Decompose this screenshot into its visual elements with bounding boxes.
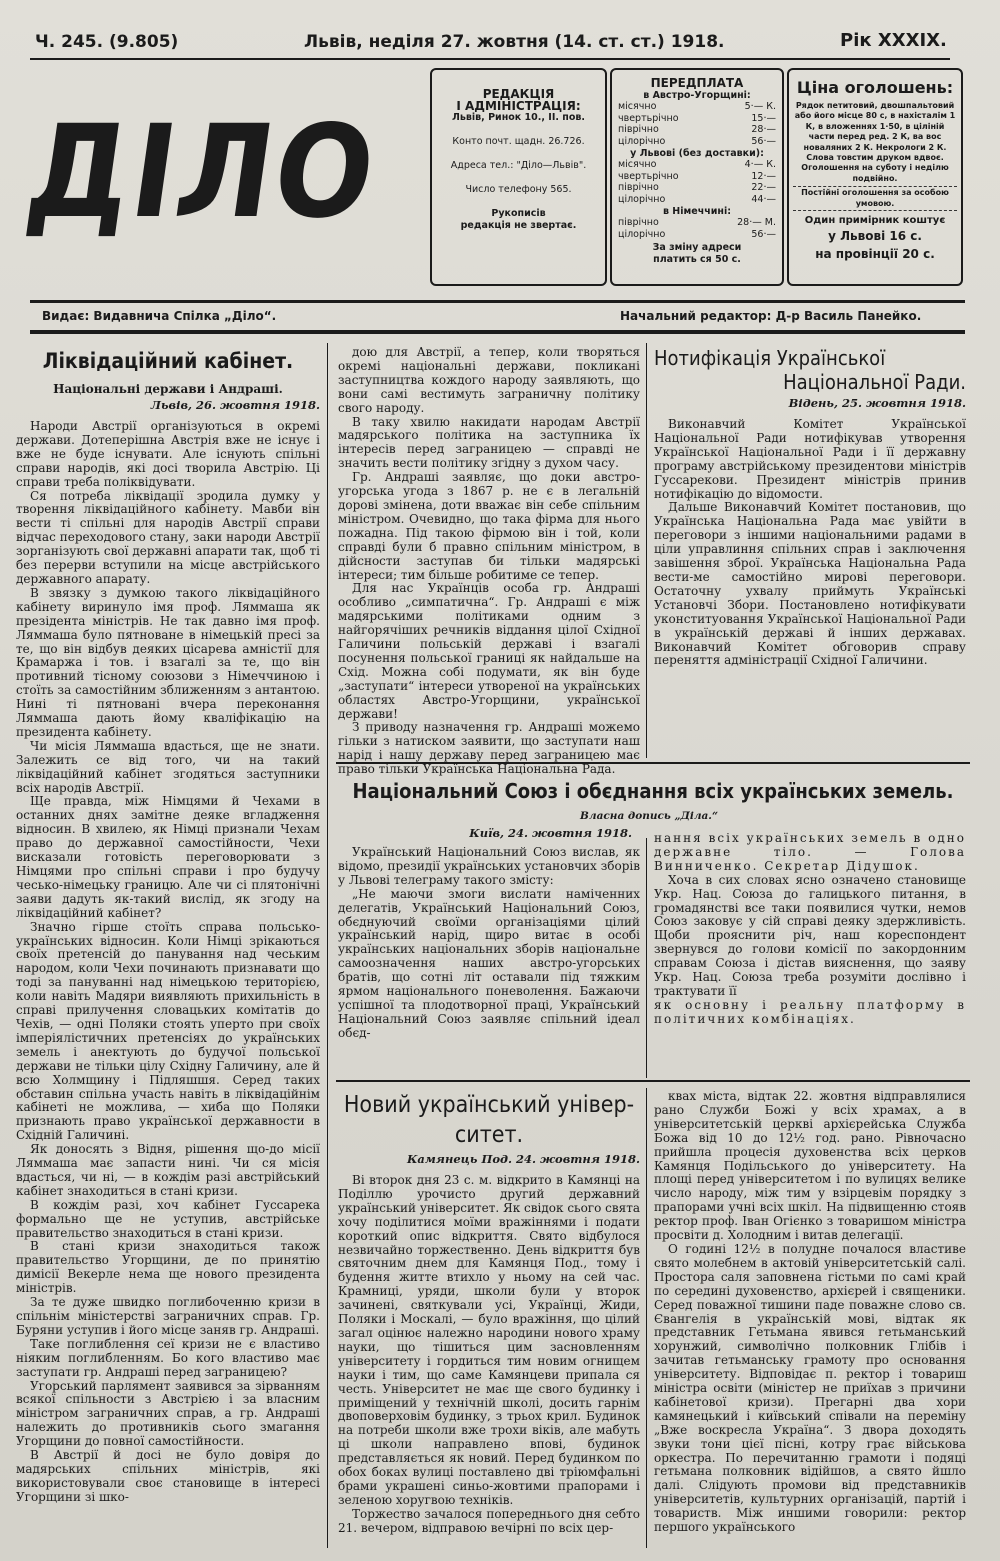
article2-title-1: Нотифікація Української	[654, 346, 886, 370]
article3-right-body	[654, 874, 966, 999]
article1-paragraph: В Австрії й досі не було довіря до мадярських спільних міністрів, які використовували своє становище в інтересі Угорщини зі шко-	[16, 1448, 320, 1504]
article3-left	[338, 824, 640, 1076]
subscription-lviv: у Львові (без доставки):	[630, 147, 764, 159]
price-row-label: цілорічно	[618, 228, 666, 240]
subscription-title: ПЕРЕДПЛАТА	[650, 76, 744, 90]
article2-body	[654, 418, 966, 668]
price-row-value: 56·—	[751, 228, 776, 240]
editorial-manuscripts-1: Рукописів	[491, 208, 546, 219]
price-title: Один примірник коштує	[804, 215, 946, 227]
publisher: Видає: Видавнича Спілка „Діло“.	[42, 309, 277, 323]
article-liquidation-cabinet	[16, 344, 320, 1554]
price-row	[612, 113, 782, 125]
chief-editor: Начальний редактор: Д-р Василь Панейко.	[620, 309, 922, 323]
price-row	[612, 101, 782, 113]
article1-paragraph: За те дуже швидко поглибоченню кризи в спільнім міністерстві заграничних справ. Гр. Буряни уступив і його місце заняв гр. Андраші.	[16, 1295, 320, 1337]
newspaper-logo: ДІЛО	[17, 98, 386, 247]
price-row-label: чвертьрічно	[618, 170, 679, 182]
article4-title-2: ситет.	[454, 1122, 524, 1148]
article2-title-2: Національної Ради.	[783, 370, 966, 394]
article1-continuation-body	[338, 346, 640, 777]
article3-left-body	[338, 846, 640, 1041]
subscription-box	[610, 68, 784, 286]
price-row-value: 28·— М.	[737, 217, 776, 229]
price-row	[612, 136, 782, 148]
article1-continuation-paragraph: дою для Австрії, а тепер, коли творяться окремі національні держави, покликані заступництва кождого народу заявляють, що вони самі вестимуть заграничну політику свого народу.	[338, 345, 640, 415]
column-separator-3	[646, 838, 647, 1078]
article2-paragraph: Дальше Виконавчий Комітет постановив, що Українська Національна Рада має увійти в переговори з іншими національними радами в ціли управлиння спільних справ і заключення завішення зброї. Українська Національна Рада вести-ме самостійно мирові переговори. Остаточну ухвалу приймуть Українські Установчі Збори. Постановлено нотифікувати уконституовання Української Національної Ради в українській державі й інших державах. Виконавчий Комітет обговорив справу переняття адміністрації Східної Галичини.	[654, 500, 966, 668]
price-row	[612, 194, 782, 206]
subscription-austria: в Австро-Угорщині:	[643, 89, 751, 101]
editorial-address: Львів, Ринок 10., II. пов.	[452, 112, 585, 123]
ads-title: Ціна оголошень:	[796, 78, 954, 97]
editorial-phone: Число телефону 565.	[465, 184, 572, 195]
article1-paragraph: Таке поглиблення сеї кризи не є властиво ніяким поглибленням. Бо кого властиво має заступати гр. Андраші перед заграницею?	[16, 1336, 320, 1379]
price-row-label: піврічно	[618, 217, 659, 229]
price-row-value: 56·—	[751, 135, 776, 147]
article1-body	[16, 420, 320, 1505]
price-row	[612, 182, 782, 194]
article1-paragraph: В стані кризи знаходиться також правительство Угорщини, де по принятію димісії Векерле нема ще нового президента міністрів.	[16, 1239, 320, 1296]
price-row	[612, 159, 782, 171]
editorial-manuscripts-2: редакція не звертає.	[460, 220, 577, 231]
article1-paragraph: Угорський парлямент заявився за зірванням всякої спільности з Австрією і за власним міністром заграничних справ, а гр. Андраші належить до противників сього змагання Угорщини до повної самостійности.	[16, 1378, 320, 1449]
column-separator-4	[646, 1088, 647, 1548]
article1-paragraph: В кождім разі, хоч кабінет Гуссарека формально ще не уступив, австрійське правительство знаходиться в стані кризи.	[16, 1197, 320, 1240]
price-row-label: піврічно	[618, 182, 659, 194]
editorial-box	[430, 68, 607, 286]
article4-dateline: Камянець Под. 24. жовтня 1918.	[406, 1152, 640, 1166]
article4-continuation	[654, 1090, 966, 1555]
article4-continuation-paragraph: квах міста, відтак 22. жовтня відправлялися рано Служби Божі у всіх храмах, а в університетській церкві архієрейська Служба Божа від 10 до 12½ год. рано. Рівночасно прийшла процесія духовенства всіх церков Камянця Подільського до університету. На площі перед університетом і по вулицях велике число народу, між тим у взірцевім порядку з прапорами учні всіх шкіл. На підвищенню стояв ректор проф. Іван Огієнко з товаришом міністра просвіти д. Холодним і витав делегації.	[654, 1089, 966, 1243]
article1-paragraph: В звязку з думкою такого ліквідаційного кабінету виринуло імя проф. Ляммаша як презідента міністрів. Не так давно імя проф. Ляммаша було пятноване в німецькій пресі за те, що він відбув деяких цісарева амністії для Крамаржа і тов. і взагалі за те, що він противний тісному союзови з Німеччиною і стоїть за самостійним зближенням з антантою. Нині ті пятновані вчера переконання Ляммаша дають йому кваліфікацію на президента кабінету.	[16, 585, 320, 739]
article-new-university	[338, 1090, 640, 1555]
subscription-germany: в Німеччині:	[662, 205, 732, 217]
article1-continuation-paragraph: Для нас Українців особа гр. Андраші особливо „симпатична“. Гр. Андраші є між мадярськими політиками одним з найгорячіших речників віддання цілої Східної Галичини польській державі і взагалі посунення польської границі як найдальше на Схід. Можна собі подумати, як він буде „заступати“ інтереси утвореної на українських областях Австро-Угорщини, української держави!	[338, 581, 640, 721]
article4-continuation-body	[654, 1090, 966, 1535]
price-row-label: місячно	[618, 159, 657, 171]
subscription-austria-rows	[612, 101, 782, 147]
issue-number: Ч. 245. (9.805)	[35, 32, 179, 52]
article3-title: Національний Союз і обєднання всіх українських земель.	[352, 779, 954, 803]
price-row-value: 28·—	[751, 124, 776, 136]
price-row-value: 12·—	[751, 170, 776, 182]
price-row-value: 5·— К.	[744, 101, 776, 113]
ads-permanent: Постійні оголошення за особою умовою.	[793, 186, 957, 211]
price-row	[612, 124, 782, 136]
article3-paragraph: Хоча в сих словах ясно означено становище Укр. Нац. Союза до галицького питання, в громадянстві все таки появилися чутки, немов Союз заковує у сій справі деяку здержливість. Щоби прояснити річ, наш кореспондент звернувся до голови комісії по закордонним справам Союза і дістав вияснення, що заяву Укр. Нац. Союза треба розуміти дослівно і трактувати її	[654, 872, 966, 998]
article1-paragraph: Ще правда, між Німцями й Чехами в останних днях замітне деяке вгладження відносин. В хвилею, як Німці признали Чехам право до державної самостійности, Чехи висказали готовість переговорювати з Німцями про спільні справи і про будучу чесько-німецьку границю. Але чи сі плятонічні заяви дадуть як-такий вислід, як згоду на ліквідаційний кабінет?	[16, 794, 320, 920]
editorial-title-1: РЕДАКЦІЯ	[482, 87, 555, 101]
price-row-label: цілорічно	[618, 193, 666, 205]
article1-continuation-paragraph: В таку хвилю накидати народам Австрії мадярського політика на заступника їх інтересів перед заграницею — справді не значить вести політику згідну з духом часу.	[338, 414, 640, 471]
article1-paragraph: Чи місія Ляммаша вдасться, ще не знати. Залежить се від того, чи на такий ліквідаційний кабінет згодяться заступники всіх народів Австрії.	[16, 738, 320, 795]
editorial-telegram: Адреса тел.: "Діло—Львів".	[450, 160, 587, 171]
article3-right	[654, 832, 966, 1077]
price-province: на провінції 20 с.	[815, 247, 935, 262]
subscription-germany-rows	[612, 217, 782, 240]
article1-paragraph: Народи Австрії організуються в окремі держави. Дотеперішна Австрія вже не існує і вже не буде існувати. Але існують спільні справи народів, які досі творила Австрію. Ці справи треба поліквідувати.	[16, 419, 320, 489]
article3-dateline: Київ, 24. жовтня 1918.	[469, 826, 632, 840]
price-row	[612, 229, 782, 241]
article1-paragraph: Як доносять з Відня, рішення що-до місії Ляммаша має запасти нині. Чи ся місія вдасться, чи ні, — в кождім разі австрійський кабінет знаходиться в стані кризи.	[16, 1142, 320, 1198]
price-row	[612, 217, 782, 229]
price-lviv: у Львові 16 с.	[828, 229, 922, 244]
ads-text: Рядок петитовий, двошпальтовий або його місце 80 с, в нахісталім 1 К, в вложеннях 1·50, в ціліній части перед ред. 2 К, ва вос новаляних 2 К. Некрологи 2 К. Слова товстим друком вдвоє. Оголошення на суботу і неділю подвійно.	[794, 101, 956, 183]
price-row-label: піврічно	[618, 124, 659, 136]
article4-continuation-paragraph: О годині 12½ в полудне почалося властиве свято молебнем в актовій університетській салі. Простора саля заповнена гістьми по самі край по середині духовенство, архієрей і священики. Серед поважної тишини паде поважне слово св. Євангелія в українській мові, відтак як представник Гетьмана явився гетьманський хорунжий, символічно полковник Глібів і зачитав гетьманську грамоту про основання університету. Відповідає п. ректор і товариш міністра освіти (міністер не приїхав з причини кабінетової кризи). Прегарні два хори камянецький і київський співали на переміну „Вже воскресла Україна“. З двора доходять звуки тони цієї пісні, котру грає військова оркестра. По перечитанню грамоти і подяці гетьмана полковник відійшов, а свято йшло далі. Слідують промови від представників університетів, культурних організацій, партій і товариств. Між иншими говорили: ректор першого українського	[654, 1241, 966, 1535]
article-notification	[654, 346, 966, 756]
article3-right-spaced-end: як основну і реальну платформу в політичних комбінаціях.	[654, 997, 966, 1026]
article1-paragraph: Значно гірше стоїть справа польсько-українських відносин. Коли Німці зрікаються своїх претенсій до панування над чеським народом, коли Чехи починають признавати що тоді за пануванні над німецькою територією, коли навіть Мадяри виявляють прихильність в справі прилучення словацьких комітатів до Чехів, — одні Поляки стоять уперто при своїх імперіялістичних претенсіях до українських земель і анектують до будучої польської держави не тільки цілу Східну Галичину, але й всю Холмщину і Підляшшя. Серед таких обставин спільна участь навіть в ліквідаційнім кабінеті не можлива, — хиба що Поляки признають право української державности в Східній Галичині.	[16, 919, 320, 1143]
article1-paragraph: Ся потреба ліквідації зродила думку у творення ліквідаційного кабінету. Мавби він вести ті спільні для народів Австрії справи відчас переходового стану, заки народи Австрії зорганізують свої державні апарати так, щоб ті без перерви вступили на місце австрійського державного апарату.	[16, 488, 320, 586]
price-row-label: цілорічно	[618, 135, 666, 147]
column-separator-1	[327, 343, 328, 1548]
article1-continuation-paragraph: З приводу назначення гр. Андраші можемо гільки з натиском заявити, що заступати наш нарід і нашу державу перед заграницею має право тільки Українська Національна Рада.	[338, 720, 640, 777]
editorial-account: Конто почт. щадн. 26.726.	[452, 136, 585, 147]
article1-continuation	[338, 345, 640, 777]
price-row-value: 22·—	[751, 182, 776, 194]
price-row-value: 44·—	[751, 193, 776, 205]
article3-paragraph: Український Національний Союз вислав, як відомо, президії українських установчих зборів у Львові телеграму такого змісту:	[338, 845, 640, 887]
subscription-note-1: За зміну адреси	[652, 242, 742, 254]
ads-box	[787, 68, 963, 286]
article4-body	[338, 1174, 640, 1536]
masthead-rule	[30, 300, 965, 303]
article1-dateline: Львів, 26. жовтня 1918.	[150, 398, 320, 412]
issue-place-date: Львів, неділя 27. жовтня (14. ст. ст.) 1918.	[304, 32, 725, 52]
editorial-title-2: І АДМІНІСТРАЦІЯ:	[456, 99, 581, 113]
article4-paragraph: Торжество зачалося попереднього дня себто 21. вечером, відправою вечірні по всіх цер-	[338, 1506, 640, 1535]
price-row	[612, 171, 782, 183]
column-separator-2	[646, 343, 647, 758]
article1-title: Ліквідаційний кабінет.	[42, 349, 294, 373]
section-rule-double	[30, 330, 965, 334]
subscription-lviv-rows	[612, 159, 782, 205]
article3-right-spaced: нання всіх українських земель в одно державне тіло. — Голова Винниченко. Секретар Дідушок.	[654, 831, 966, 873]
article3-paragraph: „Не маючи змоги вислати наміченних делегатів, Український Національний Союз, обєднуючий своїми організаціями цілий український нарід, щиро витає в особі українських національних зборів національне самоозначення наших австро-угорських братів, що сотні літ оставали під тяжким ярмом національного поневолення. Бажаючи успішної та плодотворної праці, Український Національний Союз заявляє спільний ідеал обєд-	[338, 886, 640, 1040]
price-row-value: 4·— К.	[744, 159, 776, 171]
header-rule	[30, 58, 950, 60]
price-row-label: чвертьрічно	[618, 112, 679, 124]
issue-year: Рік XXXIX.	[840, 30, 947, 51]
article1-subtitle: Національні держави і Андраші.	[53, 382, 283, 396]
article3-byline: Власна допись „Діла.“	[580, 810, 718, 822]
article4-paragraph: Ві второк дня 23 с. м. відкрито в Камянці на Поділлю урочисто другий державний український університет. Як свідок сього свята хочу поділитися моїми вражіннями і подати короткий опис відкриття. Свято відбулося незвичайно торжественно. День відкриття був святочним днем для Камянця Под., тому і будення житте втихло у ньому на сей час. Крамниці, уряди, школи були у второк зачинені, святкували усі, Українці, Жиди, Поляки і Москалі, — було вражіння, що цілий загал оцінює належно народини нового храму науки, що тішиться цим засновленням університету і гордиться тим новим огнищем науки і тим, що саме Камянцеви припала ся честь. Університет не має ще свого будинку і приміщений у технічній школі, досить гарнім двоповерховім будинку, з трьох крил. Будинок на потреби школи вже трохи віків, але мабуть ці школи направлено впові, будинок представляється як новий. Перед будинком по обох боках вулиці поставлено дві тріюмфальні брами украшені синьо-жовтими прапорами і зеленою хоругвою техніків.	[338, 1173, 640, 1507]
price-row-value: 15·—	[751, 112, 776, 124]
subscription-note-2: платить ся 50 с.	[653, 253, 741, 265]
article1-continuation-paragraph: Гр. Андраші заявляє, що доки австро-угорська угода з 1867 р. не є в легальній дорові змінена, доти вважає він себе спільним міністром. Очевидно, що така фірма для нього пожадна. Під такою фірмою він і той, коли справді були б правно спільним міністром, в дійсности заступав би тільки мадярські інтереси; тим більше робитиме се тепер.	[338, 470, 640, 582]
price-row-label: місячно	[618, 101, 657, 113]
article4-title-1: Новий український універ-	[343, 1092, 635, 1118]
article2-paragraph: Виконавчий Комітет Української Національної Ради нотифікував утворення Української Національної Ради і її державну програму австрійському президентови міністрів Гуссарекови. Президент міністрів принив нотифікацію до відомости.	[654, 417, 966, 501]
article3-rule-bottom	[336, 1080, 970, 1082]
article2-dateline: Відень, 25. жовтня 1918.	[788, 396, 966, 410]
